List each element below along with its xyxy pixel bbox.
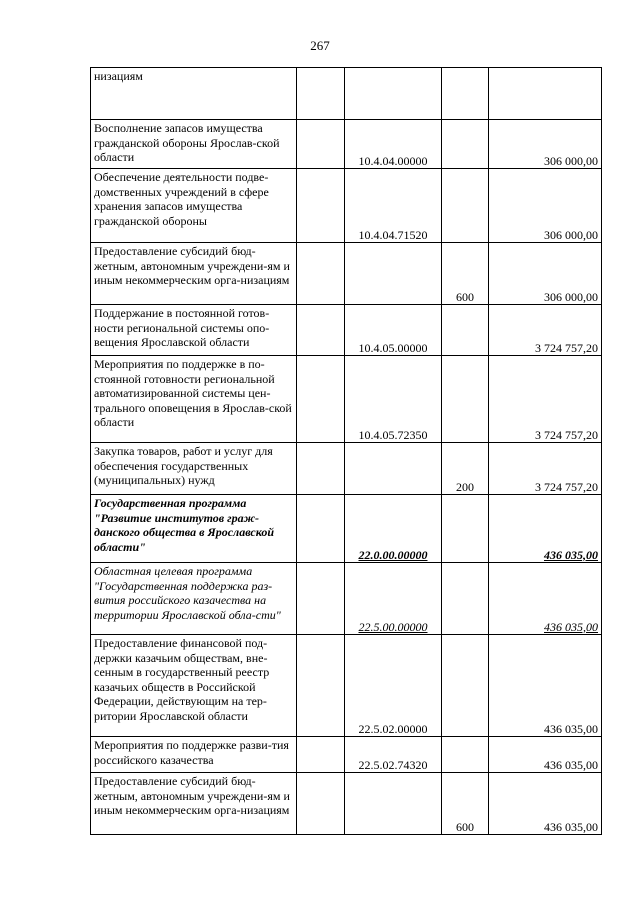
row-code: 22.5.00.00000 bbox=[345, 563, 442, 635]
table-row bbox=[91, 773, 602, 835]
row-expense-type bbox=[442, 305, 489, 356]
row-amount: 306 000,00 bbox=[489, 120, 602, 169]
row-code bbox=[345, 243, 442, 305]
row-code: 10.4.05.00000 bbox=[345, 305, 442, 356]
row-code bbox=[345, 773, 442, 835]
page-number: 267 bbox=[310, 38, 330, 53]
row-col2 bbox=[297, 773, 345, 835]
row-amount: 306 000,00 bbox=[489, 243, 602, 305]
row-col2 bbox=[297, 443, 345, 495]
row-code bbox=[345, 443, 442, 495]
row-amount: 436 035,00 bbox=[489, 737, 602, 773]
table-row bbox=[91, 495, 602, 563]
table-row bbox=[91, 737, 602, 773]
row-expense-type: 200 bbox=[442, 443, 489, 495]
row-col2 bbox=[297, 120, 345, 169]
row-name: Мероприятия по поддержке разви-тия российского казачества bbox=[91, 737, 297, 773]
row-name: низациям bbox=[91, 68, 297, 120]
row-name: Восполнение запасов имущества гражданской обороны Ярослав-ской области bbox=[91, 120, 297, 169]
row-col2 bbox=[297, 305, 345, 356]
row-name: Мероприятия по поддержке в по-стоянной готовности региональной автоматизированной системы цен-трального оповещения в Ярослав-ской области bbox=[91, 356, 297, 443]
row-expense-type bbox=[442, 563, 489, 635]
row-expense-type bbox=[442, 495, 489, 563]
row-code: 10.4.04.00000 bbox=[345, 120, 442, 169]
row-code: 22.0.00.00000 bbox=[345, 495, 442, 563]
row-name: Государственная программа "Развитие институтов граж-данского общества в Ярославской области" bbox=[91, 495, 297, 563]
row-expense-type bbox=[442, 120, 489, 169]
table-row bbox=[91, 120, 602, 169]
row-name: Предоставление финансовой под-держки казачьим обществам, вне-сенным в государственный реестр казачьих обществ в Российской Федерации, действующим на тер-ритории Ярославской области bbox=[91, 635, 297, 737]
budget-table bbox=[90, 67, 602, 835]
row-name: Предоставление субсидий бюд-жетным, автономным учреждени-ям и иным некоммерческим орга-низациям bbox=[91, 773, 297, 835]
table-row bbox=[91, 169, 602, 243]
row-name: Поддержание в постоянной готов-ности региональной системы опо-вещения Ярославской области bbox=[91, 305, 297, 356]
row-name: Областная целевая программа "Государственная поддержка раз-вития российского казачества на территории Ярославской обла-сти" bbox=[91, 563, 297, 635]
row-col2 bbox=[297, 563, 345, 635]
row-code: 22.5.02.00000 bbox=[345, 635, 442, 737]
row-col2 bbox=[297, 495, 345, 563]
row-amount: 306 000,00 bbox=[489, 169, 602, 243]
row-col2 bbox=[297, 737, 345, 773]
row-col2 bbox=[297, 169, 345, 243]
row-code: 10.4.05.72350 bbox=[345, 356, 442, 443]
row-amount: 3 724 757,20 bbox=[489, 443, 602, 495]
row-amount: 436 035,00 bbox=[489, 495, 602, 563]
row-expense-type bbox=[442, 169, 489, 243]
row-amount: 436 035,00 bbox=[489, 635, 602, 737]
row-col2 bbox=[297, 243, 345, 305]
row-name: Предоставление субсидий бюд-жетным, автономным учреждени-ям и иным некоммерческим орга-низациям bbox=[91, 243, 297, 305]
table-row bbox=[91, 635, 602, 737]
row-name: Закупка товаров, работ и услуг для обеспечения государственных (муниципальных) нужд bbox=[91, 443, 297, 495]
row-code: 22.5.02.74320 bbox=[345, 737, 442, 773]
table-row bbox=[91, 563, 602, 635]
table-row bbox=[91, 68, 602, 120]
table-row bbox=[91, 443, 602, 495]
row-amount: 3 724 757,20 bbox=[489, 305, 602, 356]
row-code bbox=[345, 68, 442, 120]
row-col2 bbox=[297, 68, 345, 120]
row-expense-type: 600 bbox=[442, 243, 489, 305]
row-expense-type bbox=[442, 356, 489, 443]
row-expense-type: 600 bbox=[442, 773, 489, 835]
table-row bbox=[91, 356, 602, 443]
row-amount: 436 035,00 bbox=[489, 563, 602, 635]
row-amount: 436 035,00 bbox=[489, 773, 602, 835]
row-amount bbox=[489, 68, 602, 120]
row-expense-type bbox=[442, 737, 489, 773]
row-col2 bbox=[297, 635, 345, 737]
row-amount: 3 724 757,20 bbox=[489, 356, 602, 443]
table-row bbox=[91, 305, 602, 356]
row-code: 10.4.04.71520 bbox=[345, 169, 442, 243]
row-expense-type bbox=[442, 635, 489, 737]
row-expense-type bbox=[442, 68, 489, 120]
table-row bbox=[91, 243, 602, 305]
row-name: Обеспечение деятельности подве-домственных учреждений в сфере хранения запасов имущества гражданской обороны bbox=[91, 169, 297, 243]
row-col2 bbox=[297, 356, 345, 443]
